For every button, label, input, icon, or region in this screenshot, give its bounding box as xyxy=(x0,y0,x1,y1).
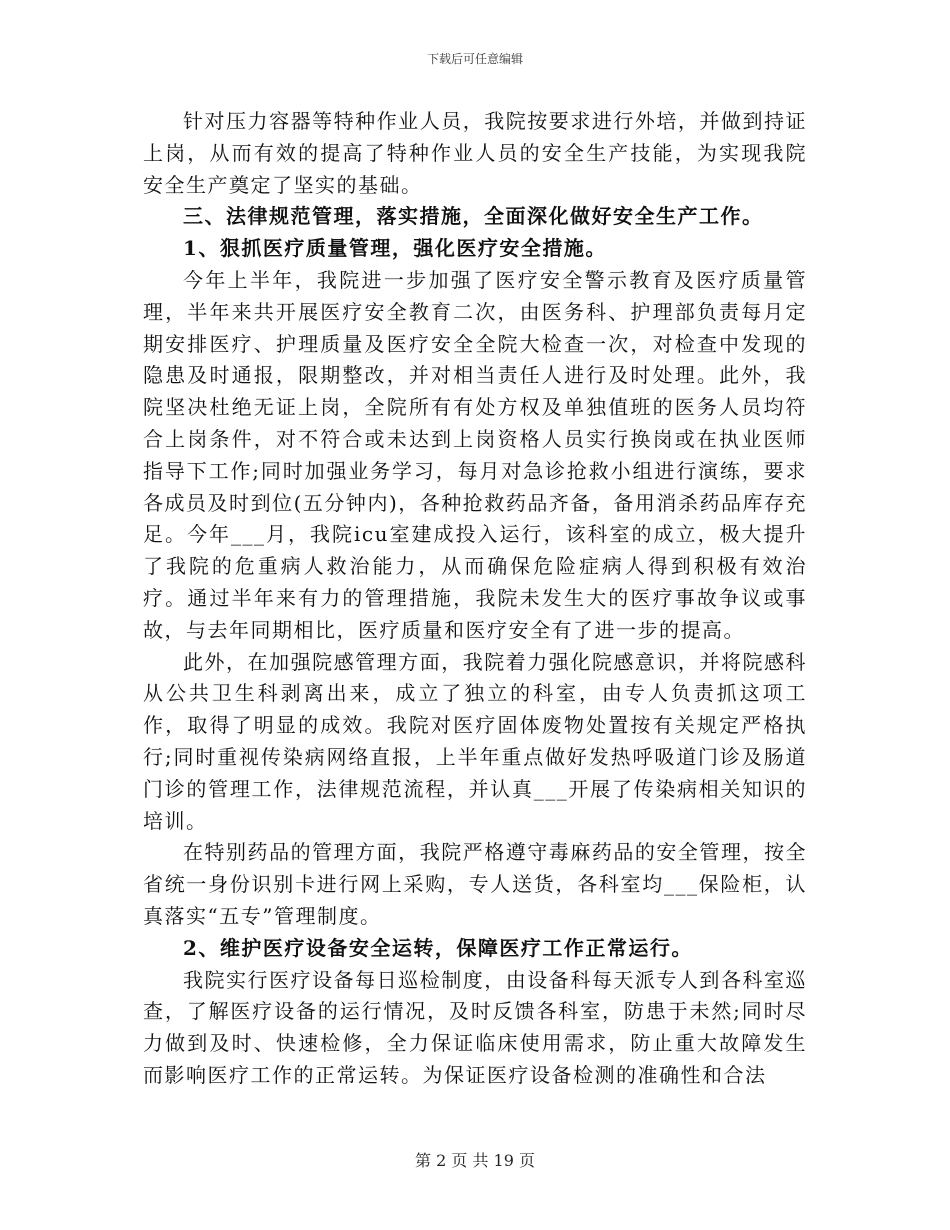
subheading-1: 1、狠抓医疗质量管理，强化医疗安全措施。 xyxy=(183,236,607,261)
page-header-note: 下载后可任意编辑 xyxy=(426,52,523,66)
paragraph-special-drugs: 在特别药品的管理方面，我院严格遵守毒麻药品的安全管理，按全省统一身份识别卡进行网上采购，专人送货，各科室均___保险柜，认真落实“五专”管理制度。 xyxy=(143,840,807,928)
paragraph-quality-management: 今年上半年，我院进一步加强了医疗安全警示教育及医疗质量管理，半年来共开展医疗安全教育二次，由医务科、护理部负责每月定期安排医疗、护理质量及医疗安全全院大检查一次，对检查中发现的隐患及时通报，限期整改，并对相当责任人进行及时处理。此外，我院坚决杜绝无证上岗，全院所有有处方权及单独值班的医务人员均符合上岗条件，对不符合或未达到上岗资格人员实行换岗或在执业医师指导下工作;同时加强业务学习，每月对急诊抢救小组进行演练，要求各成员及时到位(五分钟内)，各种抢救药品齐备，备用消杀药品库存充足。今年___月，我院icu室建成投入运行，该科室的成立，极大提升了我院的危重病人救治能力，从而确保危险症病人得到积极有效治疗。通过半年来有力的管理措施，我院未发生大的医疗事故争议或事故，与去年同期相比，医疗质量和医疗安全有了进一步的提高。 xyxy=(143,267,807,642)
section-heading-3: 三、法律规范管理，落实措施，全面深化做好安全生产工作。 xyxy=(183,204,764,229)
subheading-2: 2、维护医疗设备安全运转，保障医疗工作正常运行。 xyxy=(183,935,693,960)
paragraph-training: 针对压力容器等特种作业人员，我院按要求进行外培，并做到持证上岗，从而有效的提高了特种作业人员的安全生产技能，为实现我院安全生产奠定了坚实的基础。 xyxy=(143,109,807,197)
paragraph-infection-control: 此外，在加强院感管理方面，我院着力强化院感意识，并将院感科从公共卫生科剥离出来，成立了独立的科室，由专人负责抓这项工作，取得了明显的成效。我院对医疗固体废物处置按有关规定严格执行;同时重视传染病网络直报，上半年重点做好发热呼吸道门诊及肠道门诊的管理工作，法律规范流程，并认真___开展了传染病相关知识的培训。 xyxy=(143,649,807,833)
page-number-footer: 第 2 页 共 19 页 xyxy=(415,1151,535,1170)
paragraph-equipment: 我院实行医疗设备每日巡检制度，由设备科每天派专人到各科室巡查，了解医疗设备的运行情况，及时反馈各科室，防患于未然;同时尽力做到及时、快速检修，全力保证临床使用需求，防止重大故障发生而影响医疗工作的正常运转。为保证医疗设备检测的准确性和合法 xyxy=(143,967,807,1087)
document-body xyxy=(143,106,807,1092)
